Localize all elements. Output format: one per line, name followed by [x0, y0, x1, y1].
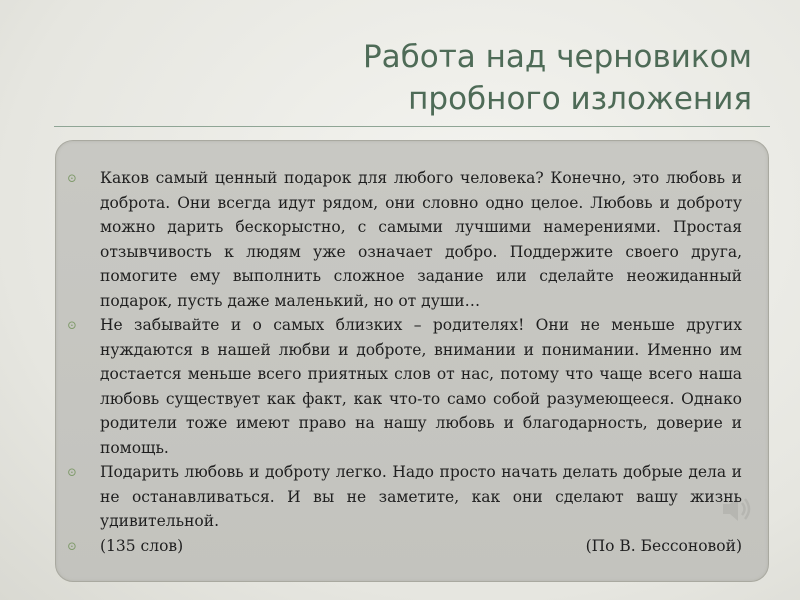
title-line-2: пробного изложения [408, 81, 752, 117]
circled-dot-bullet-icon: ⊙ [66, 318, 78, 332]
circled-dot-bullet-icon: ⊙ [66, 538, 78, 553]
paragraph-text: Не забывайте и о самых близких – родителях! Они не меньше других нуждаются в нашей любви и доброте, внимании и понимании. Именно им достается меньше всего приятных слов от нас, потому что чаще всего наша любовь существует как факт, как что-то само собой разумеющееся. Однако родители тоже имеют право на нашу любовь и благодарность, доверие и помощь. [100, 316, 742, 457]
citation-line [100, 534, 742, 559]
slide-title [152, 36, 752, 120]
speaker-icon[interactable] [720, 492, 754, 526]
paragraph-text: Подарить любовь и доброту легко. Надо просто начать делать добрые дела и не останавливаться. И вы не заметите, как они сделают вашу жизнь удивительной. [100, 463, 742, 530]
circled-dot-bullet-icon: ⊙ [66, 171, 78, 185]
paragraph-list [60, 166, 742, 558]
list-item [60, 460, 742, 534]
list-item [60, 166, 742, 313]
word-count: (135 слов) [100, 536, 184, 555]
list-item [60, 534, 742, 559]
title-line-1: Работа над черновиком [362, 39, 752, 75]
list-item [60, 313, 742, 460]
paragraph-text: Каков самый ценный подарок для любого человека? Конечно, это любовь и доброта. Они всегда идут рядом, они словно одно целое. Любовь и доброту можно дарить бескорыстно, с самыми лучшими намерениями. Простая отзывчивость к людям уже означает добро. Поддержите своего друга, помогите ему выполнить сложное задание или сделайте неожиданный подарок, пусть даже маленький, но от души… [100, 169, 742, 310]
author-credit: (По В. Бессоновой) [585, 536, 742, 555]
circled-dot-bullet-icon: ⊙ [66, 465, 78, 479]
title-divider [54, 126, 770, 127]
